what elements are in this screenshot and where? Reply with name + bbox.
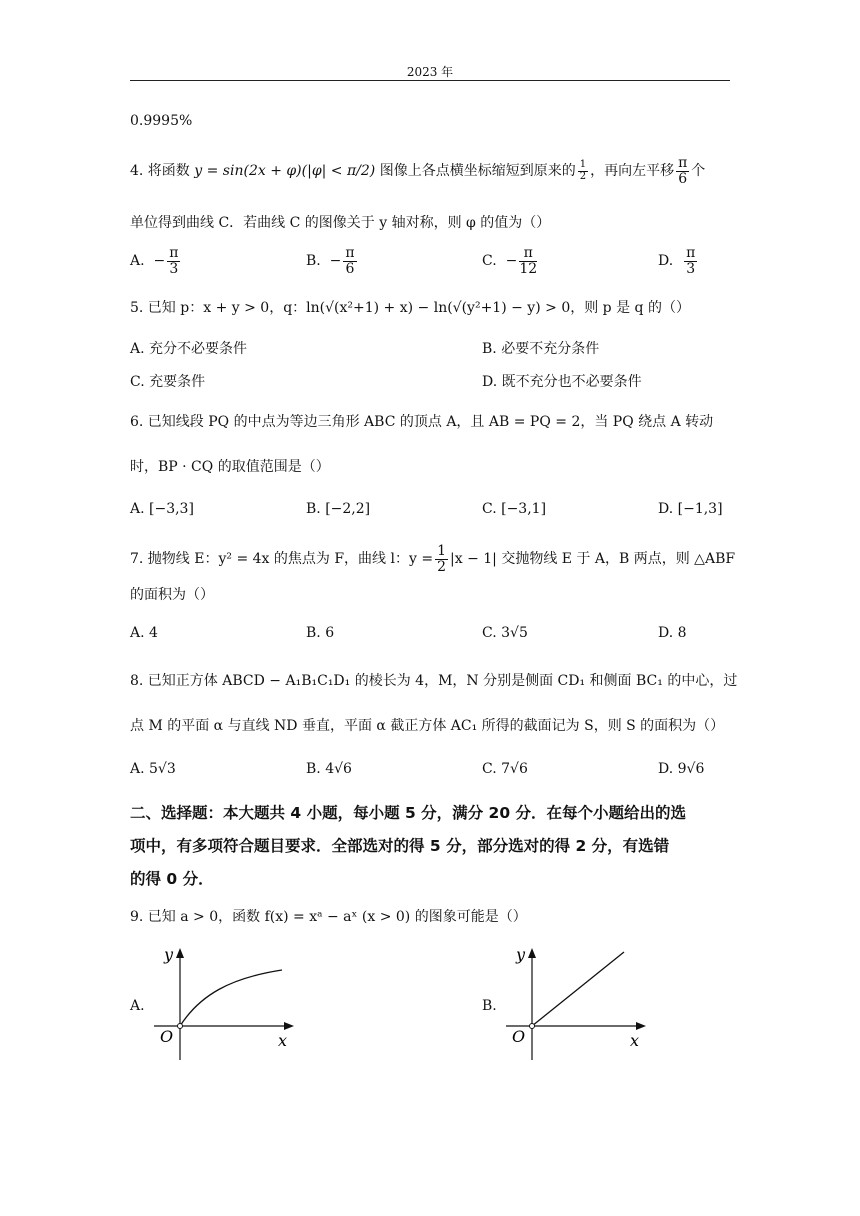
question-5-line-1: 5. 已知 p：x + y > 0，q：ln(√(x²+1) + x) − ln(√(y²+1) − y) > 0，则 p 是 q 的（）: [130, 300, 690, 316]
q4-option-b: B. − $\frac{\pi}{6}$: [306, 245, 355, 277]
section-2-heading-line-2: 项中，有多项符合题目要求．全部选对的得 5 分，部分选对的得 2 分，有选错: [130, 837, 670, 855]
graph-b-origin-label: O: [512, 1027, 526, 1046]
q9-graph-b: [502, 940, 652, 1064]
question-4-line-2: 单位得到曲线 C．若曲线 C 的图像关于 y 轴对称，则 φ 的值为（）: [130, 215, 551, 231]
question-9-line-1: 9. 已知 a > 0，函数 f(x) = xᵃ − aˣ (x > 0) 的图象可能是（）: [130, 909, 527, 925]
graph-a-x-arrow: [284, 1022, 294, 1030]
graph-b-open-point: [530, 1024, 535, 1029]
q9-graph-a-label: A.: [130, 998, 145, 1014]
header-divider: [130, 80, 730, 81]
q4-fraction-half: $\frac{1}{2}$: [579, 159, 587, 182]
question-8-line-2: 点 M 的平面 α 与直线 ND 垂直，平面 α 截正方体 AC₁ 所得的截面记为 S，则 S 的面积为（）: [130, 718, 725, 734]
carry-over-text: 0.9995%: [130, 113, 193, 129]
q7-option-b: B. 6: [306, 625, 335, 641]
section-2-heading-line-1: 二、选择题：本大题共 4 小题，每小题 5 分，满分 20 分．在每个小题给出的选: [130, 804, 687, 822]
q5-option-d: D. 既不充分也不必要条件: [482, 374, 642, 390]
question-7-line-2: 的面积为（）: [130, 587, 214, 603]
q4-fraction-pi-6: $\frac{\pi}{6}$: [678, 155, 688, 187]
q9-graph-a: [150, 940, 300, 1064]
q6-option-b: B. [−2,2]: [306, 501, 371, 517]
question-6-line-2: 时，BP · CQ 的取值范围是（）: [130, 459, 330, 475]
question-4-line-1: 4. 将函数 y = sin(2x + φ)(|φ| < π/2) 图像上各点横坐标缩短到原来的 $\frac{1}{2}$ ，再向左平移 $\frac{\pi}{6}$ 个: [130, 155, 706, 187]
q6-option-d: D. [−1,3]: [658, 501, 723, 517]
graph-a-curve: [180, 970, 282, 1026]
q7-option-a: A. 4: [130, 625, 158, 641]
q8-option-a: A. 5√3: [130, 761, 176, 777]
q5-option-c: C. 充要条件: [130, 374, 206, 390]
question-7-line-1: 7. 抛物线 E：y² = 4x 的焦点为 F，曲线 l：y = $\frac{1}{2}$ |x − 1| 交抛物线 E 于 A，B 两点，则 △ABF: [130, 543, 736, 575]
q9-graph-b-label: B.: [482, 998, 497, 1014]
section-2-heading-line-3: 的得 0 分．: [130, 870, 214, 888]
q8-option-d: D. 9√6: [658, 761, 705, 777]
q5-option-a: A. 充分不必要条件: [130, 341, 248, 357]
graph-a-y-arrow: [176, 948, 184, 958]
q6-option-a: A. [−3,3]: [130, 501, 194, 517]
q4-option-c: C. − $\frac{\pi}{12}$: [482, 245, 538, 277]
graph-b-x-arrow: [636, 1022, 646, 1030]
graph-a-open-point: [178, 1024, 183, 1029]
q6-option-c: C. [−3,1]: [482, 501, 547, 517]
question-8-line-1: 8. 已知正方体 ABCD − A₁B₁C₁D₁ 的棱长为 4，M，N 分别是侧面 CD₁ 和侧面 BC₁ 的中心，过: [130, 673, 738, 689]
graph-a-origin-label: O: [160, 1027, 174, 1046]
graph-a-y-label: y: [164, 945, 174, 964]
graph-b-line: [532, 952, 624, 1026]
q4-option-d: D. $\frac{\pi}{3}$: [658, 245, 696, 277]
q7-option-d: D. 8: [658, 625, 687, 641]
q8-option-b: B. 4√6: [306, 761, 352, 777]
q5-option-b: B. 必要不充分条件: [482, 341, 600, 357]
q4-option-a: A. − $\frac{\pi}{3}$: [130, 245, 179, 277]
q4-formula: y = sin(2x + φ)(|φ| < π/2): [194, 163, 376, 180]
graph-a-x-label: x: [278, 1031, 288, 1050]
graph-b-x-label: x: [630, 1031, 640, 1050]
question-6-line-1: 6. 已知线段 PQ 的中点为等边三角形 ABC 的顶点 A，且 AB = PQ = 2，当 PQ 绕点 A 转动: [130, 414, 714, 430]
q8-option-c: C. 7√6: [482, 761, 528, 777]
graph-b-y-arrow: [528, 948, 536, 958]
graph-b-y-label: y: [516, 945, 526, 964]
page-header: 2023 年: [406, 65, 454, 79]
q7-option-c: C. 3√5: [482, 625, 528, 641]
